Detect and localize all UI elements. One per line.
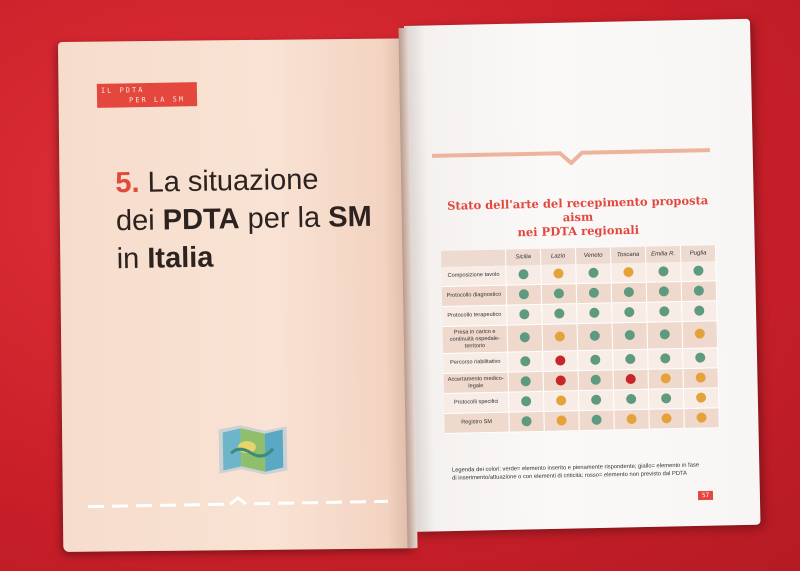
row-label: Composizione tavolo	[441, 266, 506, 287]
status-cell	[648, 368, 683, 389]
status-dot-green	[589, 307, 599, 317]
status-cell	[543, 351, 578, 372]
column-header: Lazio	[540, 248, 575, 265]
status-dot-green	[519, 289, 529, 299]
column-header: Toscana	[610, 247, 645, 264]
status-dot-green	[590, 354, 600, 364]
status-cell	[541, 264, 576, 284]
status-dot-green	[661, 393, 671, 403]
status-dot-green	[520, 332, 530, 342]
title-text-3a: in	[116, 242, 148, 276]
status-dot-yellow	[695, 328, 705, 338]
section-tag-line2: PER LA SM	[129, 95, 186, 105]
status-cell	[579, 410, 614, 431]
status-cell	[543, 371, 578, 392]
status-dot-green	[625, 330, 635, 340]
status-cell	[506, 265, 541, 285]
status-dot-green	[554, 288, 564, 298]
status-cell	[578, 370, 613, 391]
status-dot-green	[591, 414, 601, 424]
status-dot-yellow	[555, 331, 565, 341]
status-cell	[682, 301, 717, 322]
status-dot-green	[591, 374, 601, 384]
status-dot-red	[556, 375, 566, 385]
status-cell	[683, 368, 718, 389]
status-dot-yellow	[696, 372, 706, 382]
title-text-2a: dei	[115, 204, 164, 238]
status-cell	[578, 390, 613, 411]
status-cell	[681, 261, 716, 281]
status-cell	[614, 409, 649, 430]
status-cell	[543, 391, 578, 412]
status-dot-green	[658, 266, 668, 276]
status-cell	[649, 408, 684, 429]
status-dot-green	[589, 287, 599, 297]
status-dot-green	[659, 286, 669, 296]
status-cell	[647, 321, 683, 349]
status-dot-green	[591, 394, 601, 404]
status-cell	[576, 283, 611, 304]
status-cell	[509, 411, 544, 432]
title-text-2c: per la	[239, 201, 329, 236]
color-legend: Legenda dei colori: verde= elemento inserito e pienamente rispondente; giallo= elemento in fase di inserimento/attuazione o con elementi di criticità; rosso= elemento non previsto dal PDTA	[451, 462, 700, 482]
status-dot-yellow	[556, 415, 566, 425]
status-cell	[611, 263, 646, 283]
status-cell	[541, 284, 576, 305]
status-dot-yellow	[696, 412, 706, 422]
status-dot-green	[660, 353, 670, 363]
status-dot-green	[624, 286, 634, 296]
status-dot-green	[520, 356, 530, 366]
status-table	[441, 245, 720, 434]
table-title	[438, 193, 719, 241]
title-text-3b: Italia	[147, 241, 214, 275]
title-text-2d: SM	[327, 200, 372, 234]
status-dot-green	[693, 265, 703, 275]
chapter-title	[115, 160, 377, 279]
status-dot-green	[660, 329, 670, 339]
status-cell	[508, 391, 543, 412]
status-dot-green	[588, 267, 598, 277]
status-cell	[612, 302, 647, 323]
status-dot-green	[521, 396, 531, 406]
status-dot-yellow	[661, 373, 671, 383]
status-cell	[684, 408, 719, 429]
status-cell	[576, 263, 611, 283]
status-dot-yellow	[696, 392, 706, 402]
status-dot-green	[694, 285, 704, 295]
status-dot-green	[518, 269, 528, 279]
status-cell	[646, 281, 681, 302]
row-label: Registro SM	[444, 412, 509, 433]
status-cell	[648, 388, 683, 409]
status-dot-green	[590, 331, 600, 341]
status-cell	[646, 262, 681, 282]
status-cell	[508, 371, 543, 392]
status-dot-yellow	[556, 395, 566, 405]
column-header: Veneto	[575, 247, 610, 264]
status-dot-yellow	[623, 266, 633, 276]
status-cell	[612, 322, 648, 350]
status-cell	[508, 351, 543, 372]
status-dot-red	[555, 355, 565, 365]
status-dot-yellow	[553, 268, 563, 278]
row-label: Protocolli specifici	[444, 392, 509, 413]
table-title-line1: Stato dell'arte del recepimento proposta aism	[446, 193, 709, 225]
row-label: Accertamento medico-legale	[444, 372, 509, 393]
status-dot-green	[695, 352, 705, 362]
status-dot-green	[626, 393, 636, 403]
status-cell	[577, 323, 613, 351]
section-tag	[97, 82, 197, 108]
row-label: Protocollo diagnostico	[442, 285, 507, 306]
status-cell	[683, 348, 718, 369]
row-label: Protocollo terapeutico	[442, 305, 507, 326]
status-dot-green	[521, 416, 531, 426]
status-dot-green	[554, 308, 564, 318]
status-cell	[506, 284, 541, 305]
status-dot-green	[519, 309, 529, 319]
status-cell	[578, 350, 613, 371]
title-text-2b: PDTA	[162, 203, 240, 237]
column-header: Puglia	[680, 245, 715, 262]
section-tag-line1: IL PDTA	[100, 86, 145, 95]
status-cell	[611, 282, 646, 303]
status-cell	[648, 348, 683, 369]
status-dot-green	[659, 306, 669, 316]
status-cell	[507, 324, 543, 352]
status-dot-yellow	[626, 413, 636, 423]
status-cell	[507, 304, 542, 325]
status-dot-green	[624, 306, 634, 316]
row-label: Presa in carico e continuità ospedale-territorio	[443, 325, 508, 353]
status-cell	[542, 304, 577, 325]
status-cell	[647, 301, 682, 322]
row-label: Percorso riabilitativo	[443, 352, 508, 373]
status-cell	[613, 389, 648, 410]
status-dot-green	[625, 353, 635, 363]
status-cell	[577, 303, 612, 324]
status-cell	[542, 324, 578, 352]
status-cell	[613, 349, 648, 370]
chapter-number: 5.	[115, 166, 140, 200]
status-cell	[681, 281, 716, 302]
folded-map-icon	[217, 422, 290, 477]
status-cell	[613, 369, 648, 390]
status-dot-green	[694, 305, 704, 315]
table-title-line2: nei PDTA regionali	[517, 222, 640, 240]
table-corner	[441, 250, 506, 267]
page-number: 57	[698, 491, 713, 500]
status-cell	[683, 388, 718, 409]
status-dot-red	[626, 373, 636, 383]
column-header: Sicilia	[505, 249, 540, 266]
status-cell	[544, 411, 579, 432]
status-dot-yellow	[661, 413, 671, 423]
status-cell	[682, 321, 718, 349]
title-text-1: La situazione	[139, 163, 319, 199]
column-header: Emilia R.	[645, 246, 680, 263]
status-dot-green	[521, 376, 531, 386]
